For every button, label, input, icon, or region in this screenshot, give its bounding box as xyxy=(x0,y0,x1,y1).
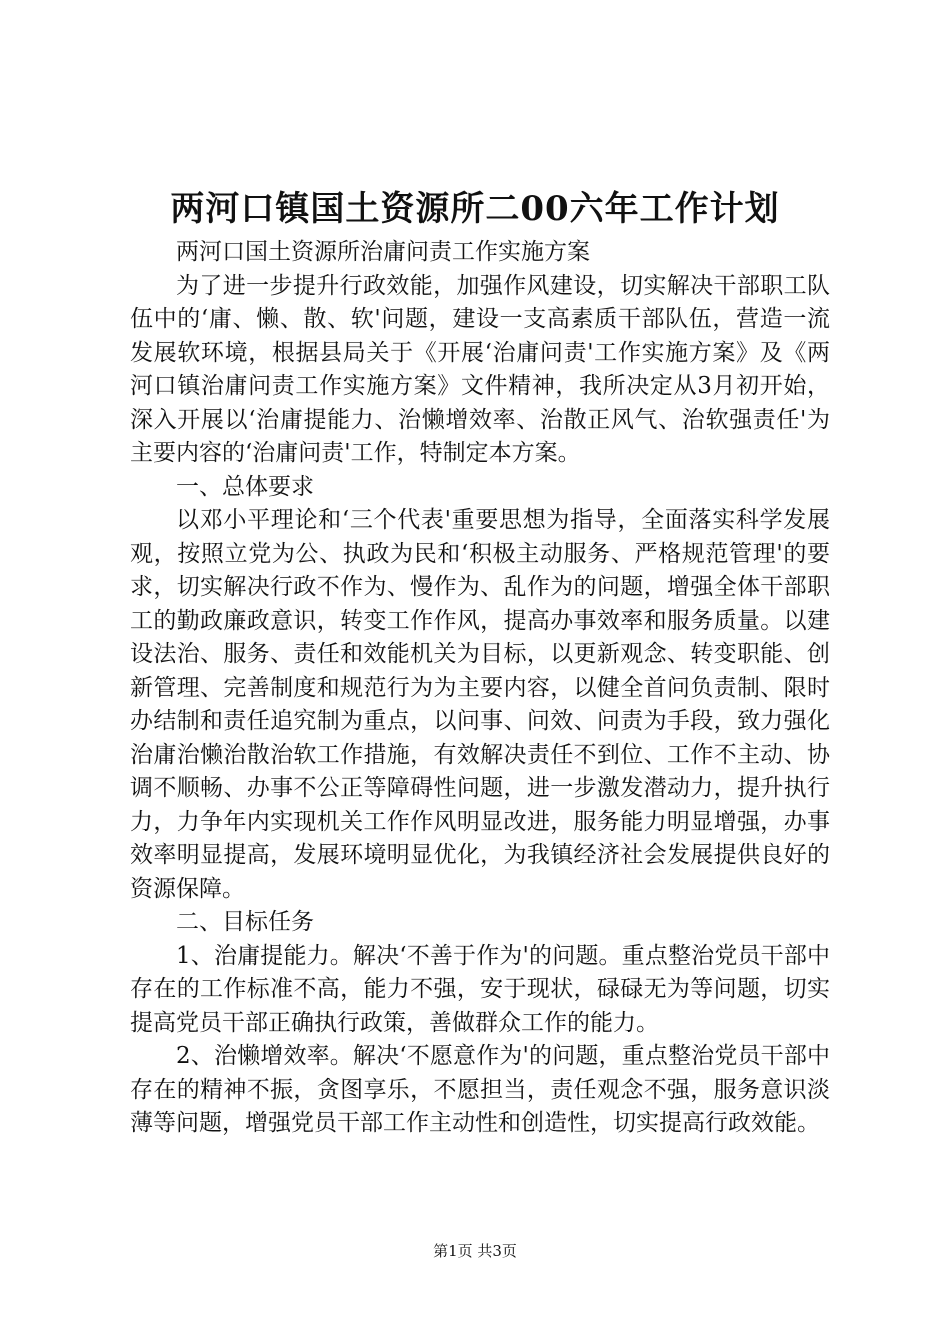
task-item-2-paragraph: 2、治懒增效率。解决‘不愿意作为'的问题，重点整治党员干部中存在的精神不振，贪图享乐，不愿担当，责任观念不强，服务意识淡薄等问题，增强党员干部工作主动性和创造性，切实提高行政效能。 xyxy=(130,1043,830,1136)
general-requirements-paragraph: 以邓小平理论和‘三个代表'重要思想为指导，全面落实科学发展观，按照立党为公、执政为民和‘积极主动服务、严格规范管理'的要求，切实解决行政不作为、慢作为、乱作为的问题，增强全体干部职工的勤政廉政意识，转变工作作风，提高办事效率和服务质量。以建设法治、服务、责任和效能机关为目标，以更新观念、转变职能、创新管理、完善制度和规范行为为主要内容，以健全首问负责制、限时办结制和责任追究制为重点，以问事、问效、问责为手段，致力强化治庸治懒治散治软工作措施，有效解决责任不到位、工作不主动、协调不顺畅、办事不公正等障碍性问题，进一步激发潜动力，提升执行力，力争年内实现机关工作作风明显改进，服务能力明显增强，办事效率明显提高，发展环境明显优化，为我镇经济社会发展提供良好的资源保障。 xyxy=(130,507,830,902)
document-title: 两河口镇国土资源所二00六年工作计划 xyxy=(170,189,780,229)
task-item-1-paragraph: 1、治庸提能力。解决‘不善于作为'的问题。重点整治党员干部中存在的工作标准不高，能力不强，安于现状，碌碌无为等问题，切实提高党员干部正确执行政策，善做群众工作的能力。 xyxy=(130,942,830,1036)
subtitle-paragraph: 两河口国土资源所治庸问责工作实施方案 xyxy=(176,239,590,265)
document-body xyxy=(130,236,830,1141)
intro-paragraph: 为了进一步提升行政效能，加强作风建设，切实解决干部职工队伍中的‘庸、懒、散、软'问题，建设一支高素质干部队伍，营造一流发展软环境，根据县局关于《开展‘治庸问责'工作实施方案》及《两河口镇治庸问责工作实施方案》文件精神，我所决定从3月初开始，深入开展以‘治庸提能力、治懒增效率、治散正风气、治软强责任'为主要内容的‘治庸问责'工作，特制定本方案。 xyxy=(130,272,830,466)
page-number-footer: 第1页 共3页 xyxy=(433,1242,517,1260)
section-heading-general-requirements: 一、总体要求 xyxy=(176,473,314,500)
section-heading-goals-tasks: 二、目标任务 xyxy=(176,909,314,935)
